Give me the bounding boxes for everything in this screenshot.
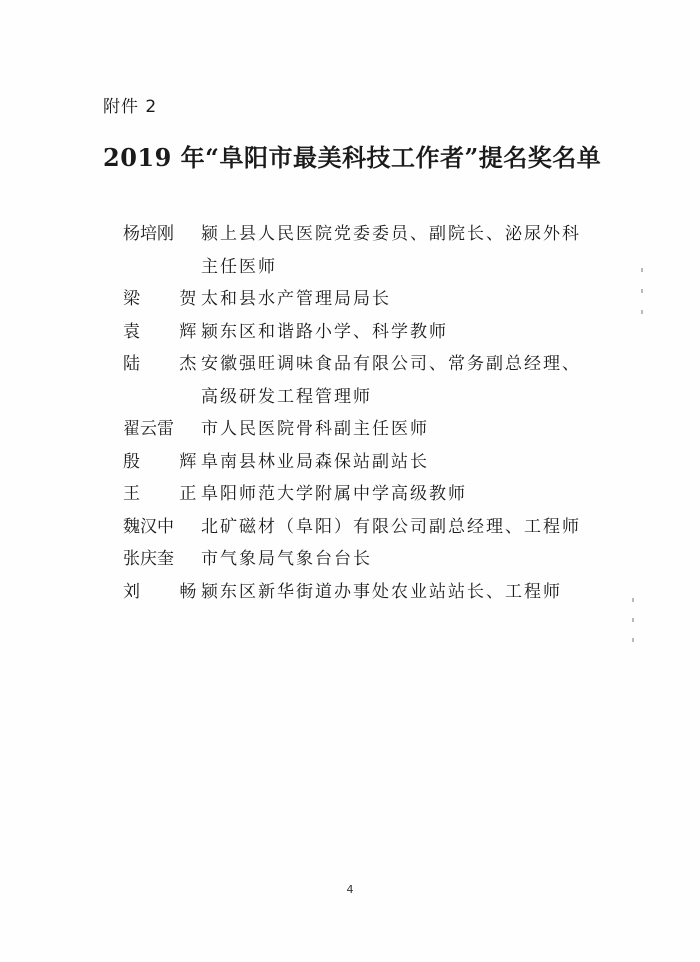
nominee-description: 太和县水产管理局局长 bbox=[201, 289, 391, 309]
list-item bbox=[123, 576, 593, 609]
scan-speck bbox=[632, 618, 634, 622]
scan-speck bbox=[632, 638, 634, 642]
nominee-list bbox=[123, 218, 593, 608]
list-item bbox=[123, 413, 593, 446]
list-item bbox=[123, 543, 593, 576]
list-item bbox=[123, 218, 593, 283]
list-item bbox=[123, 283, 593, 316]
scan-speck bbox=[632, 598, 634, 602]
nominee-name: 殷 辉 bbox=[123, 451, 214, 472]
scan-speck bbox=[641, 268, 643, 272]
nominee-description: 市人民医院骨科副主任医师 bbox=[201, 419, 429, 439]
list-item bbox=[123, 316, 593, 349]
nominee-name: 翟云雷 bbox=[123, 419, 174, 439]
nominee-description: 市气象局气象台台长 bbox=[201, 549, 372, 569]
list-item bbox=[123, 348, 593, 413]
nominee-description: 颍东区新华街道办事处农业站站长、工程师 bbox=[201, 581, 562, 602]
nominee-description: 颍上县人民医院党委委员、副院长、泌尿外科主任医师 bbox=[201, 224, 581, 277]
nominee-description: 颍东区和谐路小学、科学教师 bbox=[201, 321, 448, 342]
nominee-name: 梁 贺 bbox=[123, 289, 214, 309]
nominee-name: 魏汉中 bbox=[123, 516, 174, 537]
attachment-label: 附件 2 bbox=[103, 97, 158, 117]
list-item bbox=[123, 446, 593, 479]
list-item bbox=[123, 478, 593, 511]
nominee-description: 阜阳师范大学附属中学高级教师 bbox=[201, 484, 467, 504]
nominee-description: 安徽强旺调味食品有限公司、常务副总经理、高级研发工程管理师 bbox=[201, 354, 581, 407]
list-item bbox=[123, 511, 593, 544]
page-number: 4 bbox=[346, 883, 354, 896]
nominee-description: 阜南县林业局森保站副站长 bbox=[201, 451, 429, 472]
nominee-name: 杨培刚 bbox=[123, 224, 174, 244]
nominee-name: 张庆奎 bbox=[123, 549, 174, 569]
nominee-name: 刘 畅 bbox=[123, 581, 214, 602]
page-title: 2019 年“阜阳市最美科技工作者”提名奖名单 bbox=[103, 143, 602, 172]
nominee-name: 王 正 bbox=[123, 484, 214, 504]
nominee-name: 陆 杰 bbox=[123, 354, 214, 374]
nominee-name: 袁 辉 bbox=[123, 321, 214, 342]
nominee-description: 北矿磁材（阜阳）有限公司副总经理、工程师 bbox=[201, 516, 581, 537]
scan-speck bbox=[641, 310, 643, 314]
scan-speck bbox=[641, 289, 643, 293]
